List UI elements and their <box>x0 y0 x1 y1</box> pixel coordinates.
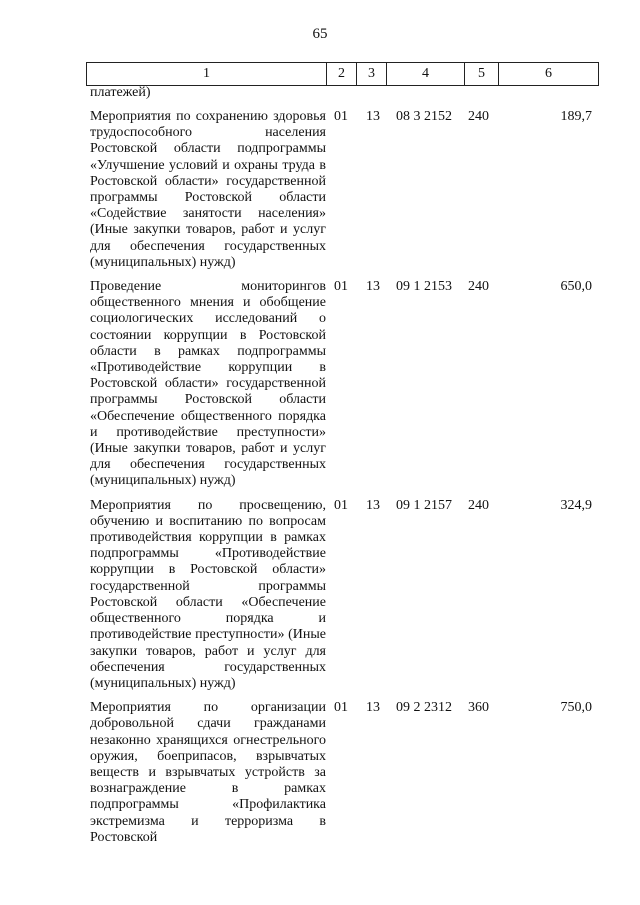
row-subsection: 13 <box>366 700 380 716</box>
row-section: 01 <box>334 497 348 513</box>
row-amount: 324,9 <box>560 497 592 513</box>
table-header <box>86 62 599 86</box>
row-target-article: 09 2 2312 <box>396 700 452 716</box>
row-subsection: 13 <box>366 497 380 513</box>
page-number: 65 <box>312 26 328 42</box>
row-subsection: 13 <box>366 109 380 124</box>
row-description: Мероприятия по организации добровольной сдачи гражданами незаконно хранящихся огнестрельного оружия, боеприпасов, взрывчатых веществ и взрывчатых устройств за вознаграждение в рамках подпрограммы «Профилактика экстремизма и терроризма в Ростовской <box>90 700 326 845</box>
row-amount: 189,7 <box>560 109 592 124</box>
header-col-1: 1 <box>87 63 327 86</box>
row-section: 01 <box>334 109 348 124</box>
table-row <box>86 279 598 490</box>
row-expense-type: 240 <box>468 109 489 124</box>
row-section: 01 <box>334 700 348 716</box>
header-col-4: 4 <box>387 63 465 86</box>
table-row <box>86 498 598 692</box>
continuation-text: платежей) <box>90 85 151 100</box>
row-expense-type: 240 <box>468 279 489 295</box>
table-body <box>86 85 598 846</box>
table-row <box>86 109 598 271</box>
row-amount: 650,0 <box>560 279 592 295</box>
row-description: Проведение мониторингов общественного мнения и обобщение социологических исследований о состоянии коррупции в Ростовской области в рамках подпрограммы «Противодействие коррупции в Ростовской области» государственной программы Ростовской области «Обеспечение общественного порядка и противодействие преступности» (Иные закупки товаров, работ и услуг для обеспечения государственных (муниципальных) нужд) <box>90 279 326 489</box>
row-description: Мероприятия по просвещению, обучению и воспитанию по вопросам противодействия коррупции в рамках подпрограммы «Противодействие коррупции в Ростовской области» государственной программы Ростовской области «Обеспечение общественного порядка и противодействие преступности» (Иные закупки товаров, работ и услуг для обеспечения государственных (муниципальных) нужд) <box>90 497 326 691</box>
row-expense-type: 360 <box>468 700 489 716</box>
row-target-article: 09 1 2153 <box>396 279 452 295</box>
header-col-3: 3 <box>357 63 387 86</box>
row-subsection: 13 <box>366 279 380 295</box>
row-amount: 750,0 <box>560 700 592 716</box>
row-target-article: 08 3 2152 <box>396 109 452 124</box>
header-col-5: 5 <box>465 63 499 86</box>
row-expense-type: 240 <box>468 497 489 513</box>
header-col-6: 6 <box>499 63 599 86</box>
table-row <box>86 700 598 846</box>
header-col-2: 2 <box>327 63 357 86</box>
row-section: 01 <box>334 279 348 295</box>
row-target-article: 09 1 2157 <box>396 497 452 513</box>
row-description: Мероприятия по сохранению здоровья трудоспособного населения Ростовской области подпрограммы «Улучшение условий и охраны труда в Ростовской области» государственной программы Ростовской области «Содействие занятости населения» (Иные закупки товаров, работ и услуг для обеспечения государственных (муниципальных) нужд) <box>90 109 326 270</box>
